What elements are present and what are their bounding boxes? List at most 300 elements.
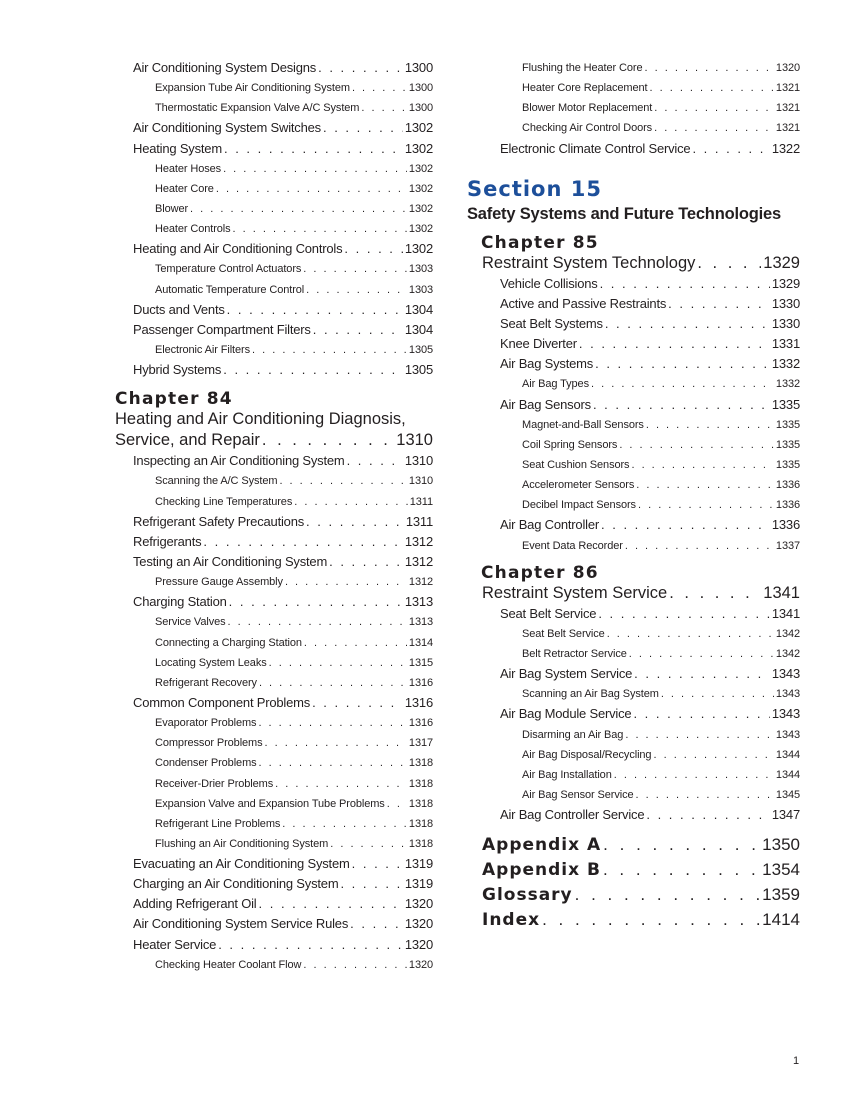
- toc-entry-flushing-an-air-conditioning-system[interactable]: [115, 834, 433, 854]
- sectitle-heading: Safety Systems and Future Technologies: [467, 204, 781, 223]
- dot-leader: [347, 451, 403, 471]
- dot-leader: [387, 794, 407, 814]
- dot-leader: [312, 693, 403, 713]
- toc-entry-flushing-the-heater-core[interactable]: [467, 58, 800, 78]
- entry-page-number: 1335: [775, 438, 800, 451]
- toc-entry-restraint-system-service[interactable]: [467, 583, 800, 604]
- entry-page-number: 1320: [404, 896, 433, 912]
- toc-entry-pressure-gauge-assembly[interactable]: [115, 572, 433, 592]
- toc-entry-air-conditioning-system-switches[interactable]: [115, 118, 433, 138]
- entry-label: Heating System: [133, 140, 222, 156]
- toc-entry-coil-spring-sensors[interactable]: [467, 435, 800, 455]
- entry-page-number: 1330: [771, 315, 800, 331]
- entry-page-number: 1316: [408, 676, 433, 689]
- dot-leader: [649, 78, 773, 98]
- entry-label: Restraint System Technology: [482, 253, 696, 272]
- entry-page-number: 1337: [775, 539, 800, 552]
- entry-page-number: 1332: [775, 378, 800, 391]
- entry-page-number: 1302: [404, 241, 433, 257]
- entry-label: Air Bag Sensor Service: [522, 788, 634, 801]
- dot-leader: [262, 430, 394, 451]
- toc-entry-belt-retractor-service[interactable]: [467, 644, 800, 664]
- dot-leader: [646, 805, 770, 825]
- entry-label: Seat Belt Service: [522, 627, 605, 640]
- entry-label: Seat Belt Service: [500, 605, 597, 621]
- dot-leader: [591, 374, 774, 394]
- entry-label: Thermostatic Expansion Valve A/C System: [155, 102, 360, 115]
- entry-label: Electronic Climate Control Service: [500, 140, 691, 156]
- entry-page-number: 1320: [404, 936, 433, 952]
- entry-label: Receiver-Drier Problems: [155, 777, 274, 790]
- toc-entry-compressor-problems[interactable]: [115, 733, 433, 753]
- toc-entry-automatic-temperature-control[interactable]: [115, 280, 433, 300]
- toc-entry-refrigerant-line-problems[interactable]: [115, 814, 433, 834]
- dot-leader: [361, 98, 407, 118]
- entry-label: Seat Belt Systems: [500, 315, 603, 331]
- dot-leader: [306, 280, 407, 300]
- toc-entry-heater-core-replacement[interactable]: [467, 78, 800, 98]
- entry-page-number: 1343: [771, 706, 800, 722]
- toc-entry-charging-station[interactable]: [115, 592, 433, 612]
- toc-entry-seat-belt-service[interactable]: [467, 604, 800, 624]
- entry-label: Appendix A: [482, 835, 602, 856]
- toc-entry-electronic-air-filters[interactable]: [115, 340, 433, 360]
- chapter-heading: Chapter 86: [481, 562, 599, 583]
- entry-label: Vehicle Collisions: [500, 275, 598, 291]
- entry-page-number: 1332: [771, 356, 800, 372]
- entry-label: Service, and Repair: [115, 431, 260, 450]
- entry-label: Air Bag Disposal/Recycling: [522, 748, 652, 761]
- toc-entry-heater-core[interactable]: [115, 179, 433, 199]
- entry-label: Refrigerants: [133, 533, 202, 549]
- toc-entry-air-bag-controller-service[interactable]: [467, 805, 800, 825]
- dot-leader: [285, 572, 407, 592]
- dot-leader: [619, 435, 774, 455]
- entry-page-number: 1302: [408, 223, 433, 236]
- entry-page-number: 1336: [775, 479, 800, 492]
- dot-leader: [638, 495, 774, 515]
- dot-leader: [601, 515, 770, 535]
- toc-entry-air-bag-installation[interactable]: [467, 765, 800, 785]
- entry-page-number: 1305: [408, 343, 433, 356]
- toc-entry-checking-air-control-doors[interactable]: [467, 118, 800, 138]
- entry-page-number: 1316: [408, 717, 433, 730]
- entry-label: Inspecting an Air Conditioning System: [133, 453, 345, 469]
- entry-page-number: 1302: [404, 120, 433, 136]
- dot-leader: [603, 832, 760, 857]
- toc-entry-locating-system-leaks[interactable]: [115, 653, 433, 673]
- dot-leader: [329, 552, 403, 572]
- dot-leader: [313, 320, 403, 340]
- entry-page-number: 1344: [775, 768, 800, 781]
- dot-leader: [330, 834, 407, 854]
- dot-leader: [600, 274, 770, 294]
- entry-label: Adding Refrigerant Oil: [133, 896, 257, 912]
- entry-page-number: 1336: [771, 517, 800, 533]
- toc-entry-testing-an-air-conditioning-system[interactable]: [115, 552, 433, 572]
- entry-label: Heating and Air Conditioning Controls: [133, 241, 343, 257]
- entry-page-number: 1318: [408, 837, 433, 850]
- entry-page-number: 1335: [775, 458, 800, 471]
- dot-leader: [646, 415, 774, 435]
- dot-leader: [303, 955, 407, 975]
- toc-entry-evacuating-an-air-conditioning-system[interactable]: [115, 854, 433, 874]
- toc-entry-knee-diverter[interactable]: [467, 334, 800, 354]
- entry-label: Pressure Gauge Assembly: [155, 576, 283, 589]
- dot-leader: [265, 733, 407, 753]
- toc-entry-heater-service[interactable]: [115, 935, 433, 955]
- dot-leader: [216, 179, 407, 199]
- entry-label: Testing an Air Conditioning System: [133, 553, 328, 569]
- toc-entry-active-and-passive-restraints[interactable]: [467, 294, 800, 314]
- entry-page-number: 1336: [775, 499, 800, 512]
- entry-page-number: 1318: [408, 797, 433, 810]
- entry-label: Scanning an Air Bag System: [522, 688, 659, 701]
- entry-page-number: 1310: [408, 475, 433, 488]
- dot-leader: [692, 139, 769, 159]
- toc-entry-passenger-compartment-filters[interactable]: [115, 320, 433, 340]
- toc-entry-air-bag-sensors[interactable]: [467, 395, 800, 415]
- entry-label: Index: [482, 910, 541, 931]
- entry-page-number: 1342: [775, 647, 800, 660]
- entry-label: Locating System Leaks: [155, 656, 267, 669]
- page-number: 1: [793, 1055, 800, 1067]
- entry-label: Blower: [155, 202, 189, 215]
- toc-entry-accelerometer-sensors[interactable]: [467, 475, 800, 495]
- entry-page-number: 1319: [404, 876, 433, 892]
- entry-label: Appendix B: [482, 860, 601, 881]
- entry-page-number: 1305: [404, 362, 433, 378]
- toc-entry-service-and-repair[interactable]: [115, 430, 433, 451]
- toc-entry-appendix-a[interactable]: [467, 832, 800, 857]
- entry-label: Temperature Control Actuators: [155, 263, 302, 276]
- entry-page-number: 1302: [408, 162, 433, 175]
- entry-page-number: 1317: [408, 737, 433, 750]
- entry-page-number: 1321: [775, 102, 800, 115]
- entry-page-number: 1331: [771, 336, 800, 352]
- entry-label: Air Bag Controller: [500, 517, 599, 533]
- entry-page-number: 1311: [405, 513, 433, 529]
- dot-leader: [629, 644, 774, 664]
- entry-page-number: 1345: [775, 788, 800, 801]
- toc-entry-event-data-recorder[interactable]: [467, 536, 800, 556]
- toc-entry-air-bag-sensor-service[interactable]: [467, 785, 800, 805]
- entry-label: Air Conditioning System Designs: [133, 60, 317, 75]
- dot-leader: [218, 935, 403, 955]
- entry-label: Blower Motor Replacement: [522, 102, 653, 115]
- entry-label: Belt Retractor Service: [522, 647, 627, 660]
- dot-leader: [636, 785, 774, 805]
- entry-page-number: 1342: [775, 627, 800, 640]
- toc-entry-temperature-control-actuators[interactable]: [115, 259, 433, 279]
- dot-leader: [350, 914, 403, 934]
- entry-label: Air Bag Sensors: [500, 396, 591, 412]
- entry-page-number: 1314: [408, 636, 433, 649]
- dot-leader: [259, 894, 403, 914]
- dot-leader: [669, 583, 761, 604]
- entry-label: Flushing the Heater Core: [522, 62, 643, 74]
- dot-leader: [352, 854, 403, 874]
- dot-leader: [352, 78, 407, 98]
- entry-page-number: 1329: [763, 253, 800, 272]
- entry-page-number: 1313: [408, 616, 433, 629]
- entry-page-number: 1321: [775, 122, 800, 135]
- toc-entry-refrigerant-safety-precautions[interactable]: [115, 512, 433, 532]
- toc-entry-thermostatic-expansion-valve-a-c-system[interactable]: [115, 98, 433, 118]
- toc-entry-air-bag-types[interactable]: [467, 374, 800, 394]
- entry-label: Refrigerant Safety Precautions: [133, 513, 305, 529]
- entry-label: Checking Heater Coolant Flow: [155, 958, 302, 971]
- dot-leader: [631, 455, 773, 475]
- entry-page-number: 1322: [771, 140, 800, 156]
- entry-label: Evaporator Problems: [155, 717, 257, 730]
- toc-entry-air-bag-system-service[interactable]: [467, 664, 800, 684]
- entry-page-number: 1302: [408, 202, 433, 215]
- dot-leader: [203, 532, 402, 552]
- entry-page-number: 1341: [763, 583, 800, 602]
- entry-page-number: 1320: [404, 916, 433, 932]
- toc-entry-refrigerant-recovery[interactable]: [115, 673, 433, 693]
- entry-page-number: 1343: [775, 728, 800, 741]
- dot-leader: [654, 98, 774, 118]
- dot-leader: [228, 612, 407, 632]
- entry-page-number: 1300: [404, 60, 433, 75]
- toc-entry-common-component-problems[interactable]: [115, 693, 433, 713]
- dot-leader: [275, 774, 407, 794]
- dot-leader: [575, 882, 761, 907]
- dot-leader: [340, 874, 402, 894]
- entry-label: Checking Line Temperatures: [155, 495, 293, 508]
- entry-page-number: 1304: [404, 321, 433, 337]
- entry-label: Refrigerant Line Problems: [155, 817, 281, 830]
- entry-label: Passenger Compartment Filters: [133, 321, 311, 337]
- entry-label: Accelerometer Sensors: [522, 479, 635, 492]
- toc-entry-air-bag-controller[interactable]: [467, 515, 800, 535]
- dot-leader: [282, 814, 407, 834]
- toc-entry-adding-refrigerant-oil[interactable]: [115, 894, 433, 914]
- toc-entry-air-bag-systems[interactable]: [467, 354, 800, 374]
- entry-page-number: 1318: [408, 757, 433, 770]
- entry-page-number: 1316: [404, 694, 433, 710]
- toc-entry-checking-heater-coolant-flow[interactable]: [115, 955, 433, 975]
- toc-entry-air-bag-disposal-recycling[interactable]: [467, 745, 800, 765]
- entry-label: Condenser Problems: [155, 757, 257, 770]
- entry-page-number: 1300: [408, 102, 433, 115]
- entry-label: Air Bag Installation: [522, 768, 612, 781]
- entry-page-number: 1329: [771, 275, 800, 291]
- dot-leader: [634, 664, 770, 684]
- dot-leader: [645, 58, 774, 78]
- entry-label: Seat Cushion Sensors: [522, 458, 630, 471]
- entry-label: Air Bag Module Service: [500, 706, 632, 722]
- toc-entry-expansion-valve-and-expansion-tube-problems[interactable]: [115, 794, 433, 814]
- dot-leader: [625, 536, 774, 556]
- entry-label: Knee Diverter: [500, 336, 577, 352]
- dot-leader: [223, 159, 407, 179]
- entry-page-number: 1347: [771, 807, 800, 823]
- dot-leader: [598, 604, 770, 624]
- dot-leader: [258, 713, 406, 733]
- dot-leader: [252, 340, 407, 360]
- entry-label: Heater Hoses: [155, 162, 222, 175]
- toc-entry-heating-and-air-conditioning-controls[interactable]: [115, 239, 433, 259]
- toc-entry-index[interactable]: [467, 907, 800, 932]
- entry-label: Heater Core Replacement: [522, 82, 648, 95]
- entry-label: Automatic Temperature Control: [155, 283, 305, 296]
- toc-entry-seat-cushion-sensors[interactable]: [467, 455, 800, 475]
- entry-label: Connecting a Charging Station: [155, 636, 302, 649]
- entry-page-number: 1320: [775, 62, 800, 74]
- entry-page-number: 1359: [762, 885, 800, 905]
- entry-label: Flushing an Air Conditioning System: [155, 837, 329, 850]
- toc-entry-magnet-and-ball-sensors[interactable]: [467, 415, 800, 435]
- toc-entry-scanning-an-air-bag-system[interactable]: [467, 684, 800, 704]
- entry-label: Air Bag Systems: [500, 356, 594, 372]
- toc-entry-air-bag-module-service[interactable]: [467, 704, 800, 724]
- entry-page-number: 1311: [409, 495, 433, 508]
- entry-label: Expansion Tube Air Conditioning System: [155, 82, 350, 95]
- dot-leader: [668, 294, 770, 314]
- toc-entry-ducts-and-vents[interactable]: [115, 300, 433, 320]
- dot-leader: [593, 395, 770, 415]
- toc-entry-receiver-drier-problems[interactable]: [115, 774, 433, 794]
- entry-page-number: 1318: [408, 817, 433, 830]
- dot-leader: [227, 300, 403, 320]
- toc-entry-decibel-impact-sensors[interactable]: [467, 495, 800, 515]
- toc-entry-blower[interactable]: [115, 199, 433, 219]
- toc-entry-scanning-the-a-c-system[interactable]: [115, 471, 433, 491]
- entry-label: Heater Controls: [155, 223, 231, 236]
- entry-label: Hybrid Systems: [133, 362, 222, 378]
- entry-page-number: 1330: [771, 295, 800, 311]
- dot-leader: [224, 139, 403, 159]
- dot-leader: [607, 624, 774, 644]
- dot-leader: [344, 239, 402, 259]
- entry-page-number: 1304: [404, 301, 433, 317]
- entry-page-number: 1310: [404, 453, 433, 469]
- dot-leader: [303, 259, 407, 279]
- entry-label: Ducts and Vents: [133, 301, 225, 317]
- entry-page-number: 1300: [408, 82, 433, 95]
- dot-leader: [595, 354, 770, 374]
- toc-entry-connecting-a-charging-station[interactable]: [115, 633, 433, 653]
- toc-entry-expansion-tube-air-conditioning-system[interactable]: [115, 78, 433, 98]
- entry-page-number: 1354: [762, 860, 800, 880]
- entry-label: Service Valves: [155, 616, 226, 629]
- entry-page-number: 1303: [408, 263, 433, 276]
- entry-label: Charging an Air Conditioning System: [133, 876, 339, 892]
- dot-leader: [633, 704, 769, 724]
- dot-leader: [233, 219, 407, 239]
- entry-label: Expansion Valve and Expansion Tube Problems: [155, 797, 385, 810]
- toc-entry-service-valves[interactable]: [115, 612, 433, 632]
- toc-entry-condenser-problems[interactable]: [115, 753, 433, 773]
- dot-leader: [304, 633, 407, 653]
- toc-entry-glossary[interactable]: [467, 882, 800, 907]
- entry-page-number: 1414: [762, 910, 800, 930]
- entry-page-number: 1302: [408, 182, 433, 195]
- entry-label: Air Bag System Service: [500, 666, 633, 682]
- toc-entry-refrigerants[interactable]: [115, 532, 433, 552]
- entry-label: Compressor Problems: [155, 737, 263, 750]
- toc-entry-disarming-an-air-bag[interactable]: [467, 725, 800, 745]
- dot-leader: [625, 725, 774, 745]
- entry-label: Glossary: [482, 885, 573, 906]
- dot-leader: [259, 753, 407, 773]
- dot-leader: [605, 314, 770, 334]
- entry-page-number: 1341: [771, 605, 800, 621]
- entry-page-number: 1319: [404, 856, 433, 872]
- dot-leader: [306, 512, 404, 532]
- entry-label: Electronic Air Filters: [155, 343, 250, 356]
- toc-entry-inspecting-an-air-conditioning-system[interactable]: [115, 451, 433, 471]
- dot-leader: [294, 492, 408, 512]
- dot-leader: [269, 653, 407, 673]
- entry-label: Common Component Problems: [133, 694, 311, 710]
- entry-label: Air Bag Controller Service: [500, 807, 645, 823]
- toc-entry-heating-system[interactable]: [115, 139, 433, 159]
- dot-leader: [636, 475, 774, 495]
- dot-leader: [661, 684, 774, 704]
- chapter-title: Heating and Air Conditioning Diagnosis,: [115, 410, 406, 429]
- entry-label: Decibel Impact Sensors: [522, 499, 636, 512]
- toc-entry-heater-hoses[interactable]: [115, 159, 433, 179]
- entry-label: Scanning the A/C System: [155, 475, 278, 488]
- entry-page-number: 1350: [762, 835, 800, 855]
- toc-entry-heater-controls[interactable]: [115, 219, 433, 239]
- entry-page-number: 1343: [775, 688, 800, 701]
- entry-label: Heater Service: [133, 936, 217, 952]
- entry-page-number: 1312: [404, 553, 433, 569]
- entry-page-number: 1302: [404, 140, 433, 156]
- dot-leader: [697, 253, 761, 274]
- entry-page-number: 1313: [404, 594, 433, 610]
- dot-leader: [614, 765, 774, 785]
- toc-entry-seat-belt-service[interactable]: [467, 624, 800, 644]
- section-heading: Section 15: [467, 176, 602, 201]
- toc-entry-hybrid-systems[interactable]: [115, 360, 433, 380]
- entry-label: Air Bag Types: [522, 378, 589, 391]
- toc-entry-vehicle-collisions[interactable]: [467, 274, 800, 294]
- entry-page-number: 1321: [775, 82, 800, 95]
- toc-entry-air-conditioning-system-designs[interactable]: [115, 58, 433, 78]
- dot-leader: [259, 673, 407, 693]
- dot-leader: [579, 334, 770, 354]
- entry-label: Event Data Recorder: [522, 539, 623, 552]
- toc-entry-evaporator-problems[interactable]: [115, 713, 433, 733]
- entry-label: Disarming an Air Bag: [522, 728, 624, 741]
- toc-entry-checking-line-temperatures[interactable]: [115, 492, 433, 512]
- entry-label: Active and Passive Restraints: [500, 295, 667, 311]
- entry-page-number: 1335: [775, 418, 800, 431]
- dot-leader: [542, 907, 760, 932]
- toc-entry-electronic-climate-control-service[interactable]: [467, 139, 800, 159]
- entry-label: Coil Spring Sensors: [522, 438, 618, 451]
- toc-entry-blower-motor-replacement[interactable]: [467, 98, 800, 118]
- toc-entry-restraint-system-technology[interactable]: [467, 253, 800, 274]
- entry-page-number: 1303: [408, 283, 433, 296]
- toc-entry-charging-an-air-conditioning-system[interactable]: [115, 874, 433, 894]
- entry-label: Refrigerant Recovery: [155, 676, 257, 689]
- entry-page-number: 1335: [771, 396, 800, 412]
- toc-entry-air-conditioning-system-service-rules[interactable]: [115, 914, 433, 934]
- entry-label: Charging Station: [133, 594, 227, 610]
- entry-label: Checking Air Control Doors: [522, 122, 653, 135]
- dot-leader: [190, 199, 407, 219]
- toc-entry-appendix-b[interactable]: [467, 857, 800, 882]
- dot-leader: [318, 58, 403, 78]
- toc-entry-seat-belt-systems[interactable]: [467, 314, 800, 334]
